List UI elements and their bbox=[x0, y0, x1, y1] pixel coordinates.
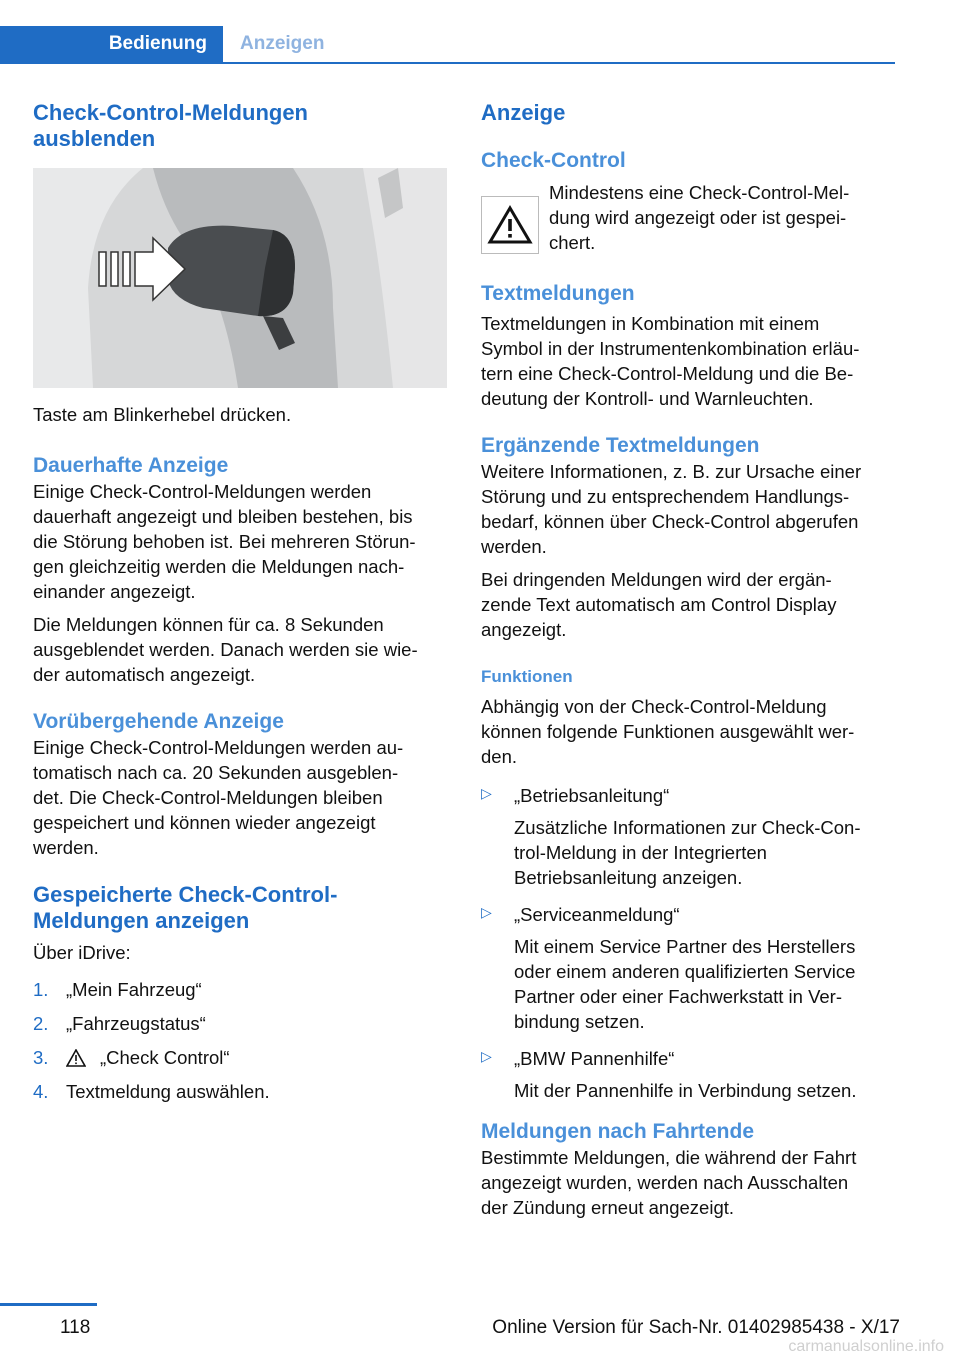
illustration-caption: Taste am Blinkerhebel drücken. bbox=[33, 404, 292, 425]
tab-bar bbox=[0, 26, 895, 64]
list-item: 2. „Fahrzeugstatus“ bbox=[33, 1013, 206, 1034]
lever-drawing bbox=[33, 168, 447, 388]
paragraph-permanent-2: Die Meldungen können für ca. 8 Sekunden ausgeblendet werden. Danach werden sie wie‐ der automatisch angezeigt. bbox=[33, 614, 418, 685]
heading-check-control: Check-Control bbox=[481, 149, 626, 172]
paragraph-temporary: Einige Check-Control-Meldungen werden au‐ tomatisch nach ca. 20 Sekunden ausgeblen‐ det. Die Check-Control-Meldungen bleiben gespeichert und können wieder angezeigt werden. bbox=[33, 737, 404, 858]
list-item: ▷ „BMW Pannenhilfe“ Mit der Pannenhilfe in Verbindung setzen. bbox=[481, 1048, 857, 1101]
paragraph-supplementary-2: Bei dringenden Meldungen wird der ergän‐ zende Text automatisch am Control Display angezeigt. bbox=[481, 569, 837, 640]
online-version-note: Online Version für Sach-Nr. 01402985438 - X/17 bbox=[492, 1317, 900, 1338]
idrive-steps bbox=[33, 977, 451, 1104]
idrive-intro: Über iDrive: bbox=[33, 942, 131, 963]
heading-after-trip: Meldungen nach Fahrtende bbox=[481, 1120, 755, 1143]
left-column bbox=[33, 100, 451, 1104]
triangle-bullet-icon: ▷ bbox=[481, 904, 492, 920]
footer-accent-line bbox=[0, 1303, 97, 1306]
paragraph-supplementary-1: Weitere Informationen, z. B. zur Ursache einer Störung und zu entsprechendem Handlungs‐ bedarf, können über Check-Control abgerufen werden. bbox=[481, 461, 862, 557]
paragraph-permanent-1: Einige Check-Control-Meldungen werden dauerhaft angezeigt und bleiben bestehen, bis die Störung behoben ist. Bei mehreren Störun‐ gen gleichzeitig werden die Meldungen nach‐ einander angezeigt. bbox=[33, 481, 416, 602]
list-item: 1. „Mein Fahrzeug“ bbox=[33, 979, 202, 1000]
list-item: ▷ „Betriebsanleitung“ Zusätzliche Informationen zur Check-Con‐ trol-Meldung in der Integrierten Betriebsanleitung anzeigen. bbox=[481, 785, 861, 888]
list-item: 4. Textmeldung auswählen. bbox=[33, 1081, 270, 1102]
heading-functions: Funktionen bbox=[481, 667, 573, 686]
heading-hide-messages: Check-Control-Meldungen ausblenden bbox=[33, 100, 308, 151]
heading-temporary-display: Vorübergehende Anzeige bbox=[33, 710, 284, 733]
page-number: 118 bbox=[60, 1317, 91, 1338]
warning-triangle-icon bbox=[487, 205, 533, 245]
triangle-bullet-icon: ▷ bbox=[481, 1048, 492, 1064]
function-list bbox=[481, 783, 893, 1103]
triangle-bullet-icon: ▷ bbox=[481, 785, 492, 801]
heading-supplementary-text: Ergänzende Textmeldungen bbox=[481, 434, 760, 457]
tab-bedienung[interactable]: Bedienung bbox=[0, 26, 223, 62]
warning-triangle-icon bbox=[66, 1049, 86, 1067]
check-control-icon-box bbox=[481, 196, 539, 254]
watermark: carmanualsonline.info bbox=[788, 1338, 944, 1355]
paragraph-functions: Abhängig von der Check-Control-Meldung können folgende Funktionen ausgewählt wer‐ den. bbox=[481, 696, 855, 767]
check-control-text: Mindestens eine Check-Control-Mel‐ dung wird angezeigt oder ist gespei‐ chert. bbox=[549, 182, 850, 253]
heading-display: Anzeige bbox=[481, 100, 566, 125]
paragraph-text-messages: Textmeldungen in Kombination mit einem Symbol in der Instrumentenkombination erläu‐ tern eine Check-Control-Meldung und die Be‐ deutung der Kontroll- und Warnleuchten. bbox=[481, 313, 860, 409]
turn-signal-lever-illustration bbox=[33, 168, 447, 388]
heading-permanent-display: Dauerhafte Anzeige bbox=[33, 454, 229, 477]
heading-stored-messages: Gespeicherte Check-Control- Meldungen anzeigen bbox=[33, 882, 338, 933]
heading-text-messages: Textmeldungen bbox=[481, 282, 635, 305]
right-column bbox=[481, 100, 893, 1220]
check-control-row bbox=[481, 180, 893, 255]
list-item: ▷ „Serviceanmeldung“ Mit einem Service Partner des Herstellers oder einem anderen qualifizierten Service Partner oder einer Fachwerkstatt in Ver‐ bindung setzen. bbox=[481, 904, 856, 1032]
list-item: 3. „Check Control“ bbox=[33, 1047, 230, 1068]
tab-anzeigen[interactable]: Anzeigen bbox=[240, 33, 325, 54]
paragraph-after-trip: Bestimmte Meldungen, die während der Fahrt angezeigt wurden, werden nach Ausschalten der Zündung erneut angezeigt. bbox=[481, 1147, 857, 1218]
